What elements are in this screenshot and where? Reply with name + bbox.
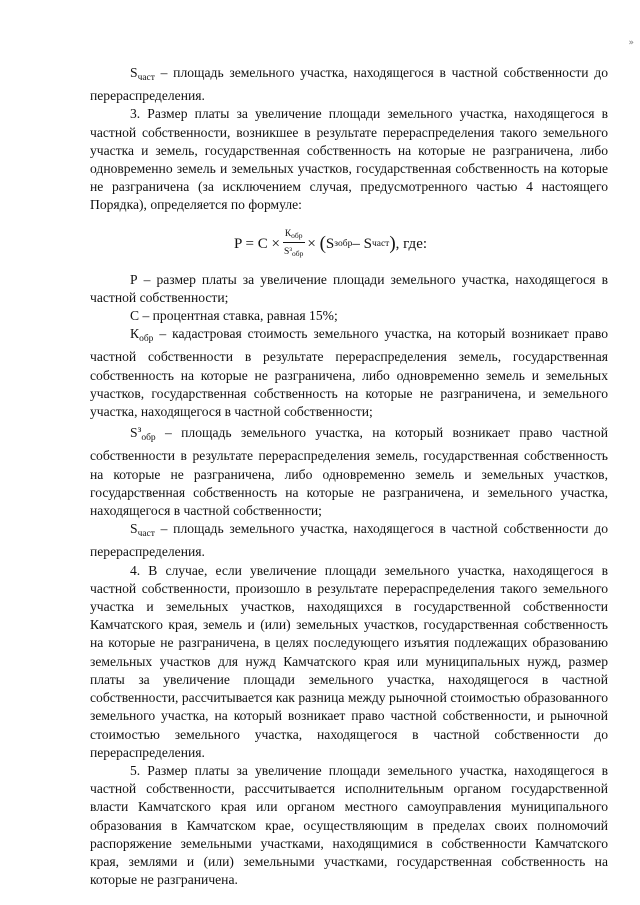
definition-s-obr [90, 421, 608, 520]
fraction-numerator [283, 229, 305, 243]
symbol-s: S [130, 425, 138, 441]
symbol-k: К [130, 326, 140, 342]
formula-s1: S [325, 235, 335, 252]
symbol-s: S [130, 65, 138, 80]
denominator-symbol: S [283, 246, 290, 257]
document-body [90, 64, 608, 889]
formula-lparen: ( [319, 232, 326, 254]
definition-text: – площадь земельного участка, находящегося в частной собственности до перераспределения. [90, 521, 608, 560]
denominator-subscript: обр [292, 248, 304, 258]
paragraph-4: 4. В случае, если увеличение площади земельного участка, находящегося в частной собственности, произошло в результате перераспределения такого земельного участка и земельных участков, находящихся в государственной собственности Камчатского края, земель и (или) земельных участков, государственная собственность на которые не разграничена, в целях последующего изъятия подлежащих образованию земельных участков для нужд Камчатского края или муниципальных нужд, размер платы за увеличение площади земельного участка, находящегося в частной собственности, рассчитывается как разница между рыночной стоимостью образованного земельного участка, на который возникает право частной собственности, и рыночной стоимостью земельного участка, находящегося в частной собственности до перераспределения. [90, 562, 608, 760]
formula-lhs: P = C × [234, 235, 280, 252]
fraction-denominator [282, 243, 305, 259]
formula-tail: , где: [395, 235, 428, 252]
paragraph-3: 3. Размер платы за увеличение площади земельного участка, находящегося в частной собственности, возникшее в результате перераспределения такого земельного участка и земель, государственная собственность на которые не разграничена, либо одновременно земель и земельных участков, государственная собственность на которые не разграничена (за исключением случая, предусмотренного частью 4 настоящего Порядка), определяется по формуле: [90, 106, 608, 213]
definition-c: С – процентная ставка, равная 15%; [130, 308, 338, 324]
definition-s-part-top [90, 64, 608, 105]
numerator-subscript: обр [291, 230, 303, 240]
definition-text: – площадь земельного участка, находящегося в частной собственности до перераспределения. [90, 65, 608, 104]
symbol-subscript: част [137, 529, 155, 540]
symbol-subscript: обр [139, 334, 154, 345]
formula-fraction [282, 229, 305, 259]
formula-times: × [307, 235, 316, 252]
definition-text: – кадастровая стоимость земельного участка, на который возникает право частной собственности в результате перераспределения земель, государственная собственность на которые не разграничена, либо одновременно земель и земельных участков, государственная собственность на которые не разграничена, и земельного участка, находящегося в частной собственности; [90, 326, 608, 420]
formula-s1-sup: з [334, 238, 339, 249]
formula-rparen: ) [389, 232, 396, 254]
denominator-superscript: з [289, 244, 293, 253]
paragraph-5: 5. Размер платы за увеличение площади земельного участка, находящегося в частной собственности, рассчитывается исполнительным органом государственной власти Камчатского края или органом местного самоуправления муниципального образования в Камчатском крае, осуществляющим в пределах своих полномочий распоряжение земельными участками, находящимися в собственности Камчатского края, землями и (или) земельными участками, государственная собственность на которые не разграничена. [90, 762, 608, 888]
definition-k [90, 325, 608, 421]
formula-s2-sub: част [371, 238, 390, 249]
formula [90, 223, 608, 263]
definition-text: – площадь земельного участка, на который возникает право частной собственности в результате перераспределения земель, государственная собственность на которые не разграничена, либо одновременно земель и земельных участков, государственная собственность на которые не разграничена, и земельного участка, находящегося в частной собственности; [90, 425, 608, 519]
symbol-subscript: част [137, 73, 155, 83]
symbol-s: S [130, 521, 138, 537]
symbol-superscript: з [137, 425, 142, 436]
formula-s1-sub: обр [338, 238, 353, 249]
symbol-subscript: обр [141, 433, 156, 444]
margin-mark: » [628, 38, 634, 48]
definition-s-part [90, 520, 608, 561]
formula-minus: – S [352, 235, 372, 252]
numerator-symbol: К [284, 228, 292, 239]
definition-p: Р – размер платы за увеличение площади земельного участка, находящегося в частной собственности; [90, 271, 608, 305]
